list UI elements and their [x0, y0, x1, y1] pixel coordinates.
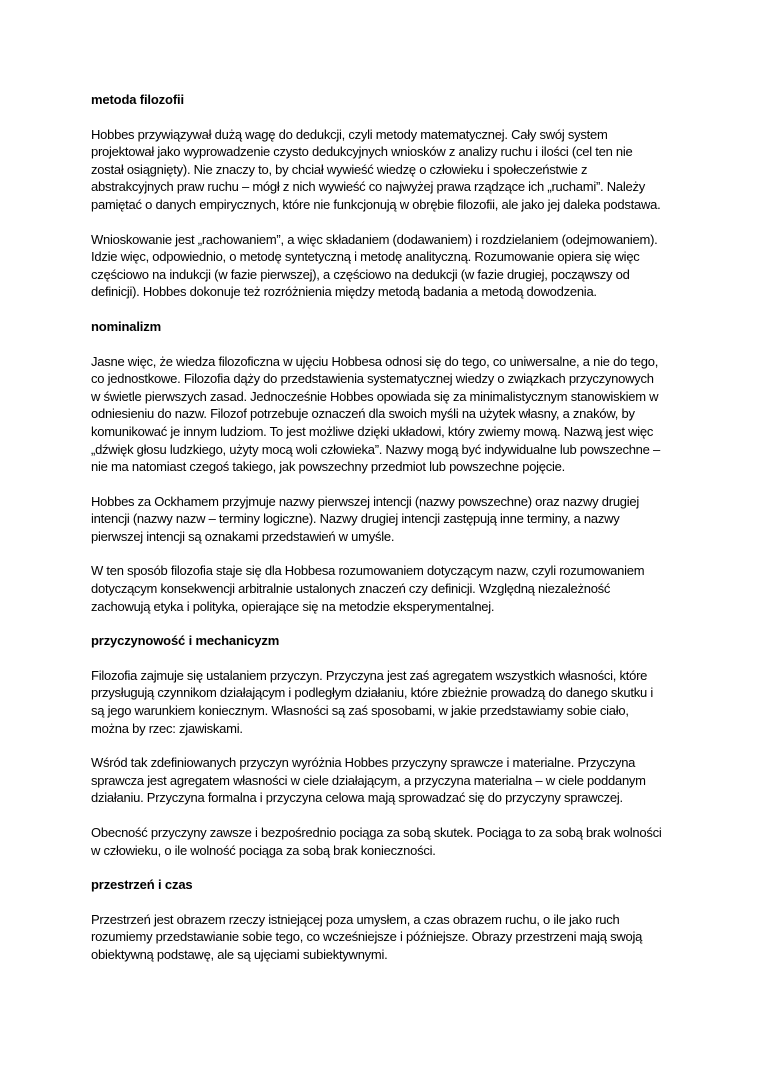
- text-line: intencji (nazwy nazw – terminy logiczne). Nazwy drugiej intencji zastępują inne terminy, a nazwy: [91, 511, 620, 527]
- text-line: projektował jako wyprowadzenie czysto dedukcyjnych wniosków z analizy ruchu i ilości (cel ten nie: [91, 144, 633, 160]
- text-line: Idzie więc, odpowiednio, o metodę syntetyczną i metodę analityczną. Rozumowanie opiera się więc: [91, 249, 640, 265]
- paragraph: [91, 231, 671, 301]
- text-line: dotyczącym konsekwencji arbitralnie ustalonych znaczeń czy definicji. Względną niezależność: [91, 581, 611, 597]
- paragraph: [91, 562, 671, 615]
- text-line: „dźwięk głosu ludzkiego, użyty mocą woli człowieka”. Nazwy mogą być indywidualne lub powszechne –: [91, 441, 660, 457]
- document-page: [91, 91, 671, 981]
- text-line: zachowują etyka i polityka, opierające się na metodzie eksperymentalnej.: [91, 598, 495, 614]
- paragraph: [91, 667, 671, 737]
- text-line: sprawcza jest agregatem własności w ciele działającym, a przyczyna materialna – w ciele poddanym: [91, 772, 646, 788]
- paragraph: [91, 126, 671, 214]
- text-line: Przestrzeń jest obrazem rzeczy istniejącej poza umysłem, a czas obrazem ruchu, o ile jako ruch: [91, 911, 620, 927]
- text-line: obiektywną podstawę, ale są ujęciami subiektywnymi.: [91, 946, 388, 962]
- text-line: W ten sposób filozofia staje się dla Hobbesa rozumowaniem dotyczącym nazw, czyli rozumowaniem: [91, 563, 645, 579]
- section-heading: przestrzeń i czas: [91, 877, 193, 893]
- text-line: przysługują czynnikom działającym i podległym działaniu, które zbieżnie prowadzą do danego skutku i: [91, 685, 654, 701]
- text-line: pamiętać o danych empirycznych, które nie funkcjonują w obrębie filozofii, ale jako jej daleka podstawa.: [91, 196, 661, 212]
- paragraph: [91, 353, 671, 476]
- text-line: komunikować je innym ludziom. To jest możliwe dzięki układowi, który zwiemy mową. Nazwą jest więc: [91, 423, 654, 439]
- text-line: Obecność przyczyny zawsze i bezpośrednio pociąga za sobą skutek. Pociąga to za sobą brak wolności: [91, 825, 662, 840]
- section-heading: metoda filozofii: [91, 92, 184, 107]
- text-line: Hobbes przywiązywał dużą wagę do dedukcji, czyli metody matematycznej. Cały swój system: [91, 126, 608, 142]
- text-line: Wnioskowanie jest „rachowaniem”, a więc składaniem (dodawaniem) i rozdzielaniem (odejmowaniem).: [91, 231, 658, 247]
- paragraph: [91, 493, 671, 546]
- section-heading: nominalizm: [91, 318, 162, 334]
- text-line: nie ma natomiast czegoś takiego, jak powszechny przedmiot lub powszechne pojęcie.: [91, 459, 566, 475]
- paragraph: [91, 754, 671, 807]
- paragraph: [91, 911, 671, 964]
- text-line: w świetle pierwszych zasad. Jednocześnie Hobbes opowiada się za minimalistycznym stanowiskiem w: [91, 388, 659, 404]
- text-line: pierwszej intencji są oznakami przedstawień w umyśle.: [91, 528, 395, 544]
- text-line: częściowo na indukcji (w fazie pierwszej), a częściowo na dedukcji (w fazie drugiej, począwszy od: [91, 266, 630, 282]
- text-line: rozumiemy przedstawianie sobie tego, co wcześniejsze i późniejsze. Obrazy przestrzeni mają swoją: [91, 929, 643, 945]
- text-line: został osiągnięty). Nie znaczy to, by chciał wywieść wiedzę o człowieku i społeczeństwie z: [91, 161, 588, 177]
- text-line: definicji). Hobbes dokonuje też rozróżnienia między metodą badania a metodą dowodzenia.: [91, 284, 597, 300]
- text-line: można by rzec: zjawiskami.: [91, 720, 243, 736]
- text-line: co jednostkowe. Filozofia dąży do przedstawienia systematycznej wiedzy o związkach przyczynowych: [91, 371, 654, 387]
- text-line: Filozofia zajmuje się ustalaniem przyczyn. Przyczyna jest zaś agregatem wszystkich własności, które: [91, 667, 648, 683]
- section-heading: przyczynowość i mechanicyzm: [91, 633, 280, 649]
- text-line: są jego warunkiem koniecznym. Własności są zaś sposobami, w jakie przedstawiamy sobie ciało,: [91, 703, 629, 719]
- text-line: Wśród tak zdefiniowanych przyczyn wyróżnia Hobbes przyczyny sprawcze i materialne. Przyczyna: [91, 755, 636, 771]
- text-line: działaniu. Przyczyna formalna i przyczyna celowa mają sprowadzać się do przyczyny sprawczej.: [91, 790, 623, 806]
- text-line: odniesieniu do nazw. Filozof potrzebuje oznaczeń dla swoich myśli na użytek własny, a znaków, by: [91, 406, 635, 422]
- text-line: Jasne więc, że wiedza filozoficzna w ujęciu Hobbesa odnosi się do tego, co uniwersalne, a nie do tego,: [91, 353, 659, 369]
- text-line: abstrakcyjnych praw ruchu – mógł z nich wywieść co najwyżej prawa rządzące ich „ruchami”. Należy: [91, 179, 645, 195]
- paragraph: [91, 824, 671, 859]
- text-line: w człowieku, o ile wolność pociąga za sobą brak konieczności.: [91, 842, 436, 858]
- text-line: Hobbes za Ockhamem przyjmuje nazwy pierwszej intencji (nazwy powszechne) oraz nazwy drugiej: [91, 493, 640, 509]
